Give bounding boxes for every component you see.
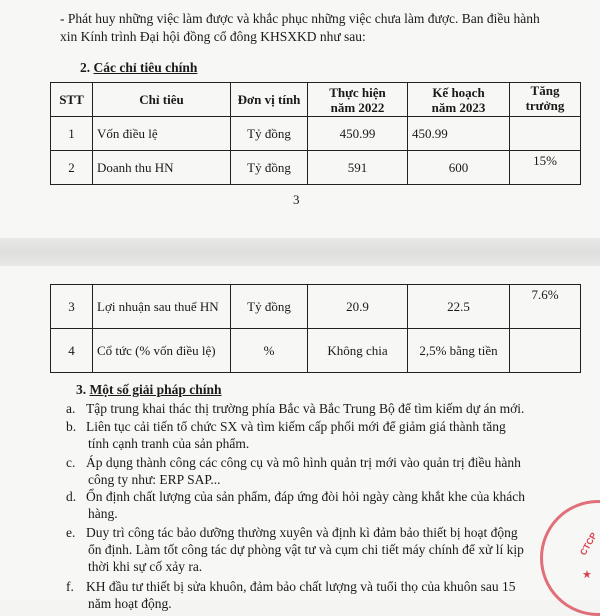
row-4-unit: %	[231, 329, 308, 373]
solution-e-line-2: ổn định. Làm tốt công tác dự phòng vật tư và cụm chi tiết máy chính để xử lí kịp	[88, 542, 524, 557]
solution-d	[66, 488, 558, 522]
section-3-title: Một số giải pháp chính	[89, 382, 222, 397]
solution-d-line-1: Ổn định chất lượng của sản phẩm, đáp ứng đòi hỏi ngày càng khắt khe của khách	[86, 489, 526, 504]
solution-f-line-2: năm hoạt động.	[88, 596, 172, 611]
section-2-heading	[80, 60, 197, 76]
row-1-stt: 1	[51, 117, 93, 151]
solution-c	[66, 454, 558, 488]
header-actual-line-1: Thực hiện	[329, 84, 386, 100]
row-4-stt: 4	[51, 329, 93, 373]
row-1-indicator: Vốn điều lệ	[93, 117, 231, 151]
header-growth	[510, 83, 581, 117]
section-2-title: Các chỉ tiêu chính	[93, 60, 198, 75]
solution-b-line-1: Liên tục cải tiến tổ chức SX và tìm kiếm cấp phối mới để giảm giá thành tăng	[86, 419, 506, 434]
solution-f-label: f.	[66, 579, 74, 594]
page-number: 3	[293, 192, 300, 207]
solution-e-label: e.	[66, 525, 76, 540]
solution-b-label: b.	[66, 419, 77, 434]
row-4-actual: Không chia	[308, 329, 408, 373]
table-row	[51, 117, 581, 151]
solution-b-line-2: tính cạnh tranh của sản phẩm.	[88, 436, 250, 451]
intro-line-2: xin Kính trình Đại hội đồng cổ đông KHSXKD như sau:	[60, 29, 366, 44]
document-page-1	[0, 0, 600, 238]
solution-e-line-3: thời khi sự cố xảy ra.	[88, 559, 203, 574]
header-unit: Đơn vị tính	[231, 83, 308, 117]
row-2-actual: 591	[308, 151, 408, 185]
row-4-plan: 2,5% bằng tiền	[408, 329, 510, 373]
solution-c-line-2: công ty như: ERP SAP...	[88, 472, 221, 487]
row-1-unit: Tỷ đồng	[231, 117, 308, 151]
row-3-plan: 22.5	[408, 285, 510, 329]
table-row	[51, 285, 581, 329]
header-growth-line-1: Tăng	[530, 83, 560, 98]
solution-c-line-1: Áp dụng thành công các công cụ và mô hình quản trị mới vào quản trị điều hành	[86, 455, 521, 470]
row-2-plan: 600	[408, 151, 510, 185]
table-row	[51, 151, 581, 185]
table-row	[51, 329, 581, 373]
solution-e-line-1: Duy trì công tác bảo dưỡng thường xuyên và định kì đảm bảo thiết bị hoạt động	[86, 525, 518, 540]
table-header-row	[51, 83, 581, 117]
stamp-star-icon: ★	[582, 569, 592, 581]
solution-a-label: a.	[66, 401, 76, 416]
stamp-text: CTCP	[578, 530, 599, 557]
header-actual	[308, 83, 408, 117]
solution-f	[66, 578, 558, 612]
solution-e	[66, 524, 558, 575]
row-3-unit: Tỷ đồng	[231, 285, 308, 329]
page-break	[0, 238, 600, 266]
solution-f-line-1: KH đầu tư thiết bị sửa khuôn, đảm bảo chất lượng và tuổi thọ của khuôn sau 15	[86, 579, 516, 594]
row-2-stt: 2	[51, 151, 93, 185]
row-1-actual: 450.99	[308, 117, 408, 151]
section-2-number: 2.	[80, 60, 91, 75]
row-3-actual: 20.9	[308, 285, 408, 329]
row-3-indicator: Lợi nhuận sau thuế HN	[93, 285, 231, 329]
solution-d-line-2: hàng.	[88, 506, 118, 521]
row-1-growth	[510, 117, 581, 151]
row-2-growth: 15%	[510, 151, 581, 185]
kpi-table-part-2	[50, 284, 581, 373]
header-plan	[408, 83, 510, 117]
row-3-stt: 3	[51, 285, 93, 329]
header-stt: STT	[51, 83, 93, 117]
header-indicator: Chỉ tiêu	[93, 83, 231, 117]
solution-b	[66, 418, 558, 452]
solution-a-line-1: Tập trung khai thác thị trường phía Bắc và Bắc Trung Bộ để tìm kiếm dự án mới.	[86, 401, 525, 416]
document-page-2	[0, 266, 600, 611]
kpi-table-part-1	[50, 82, 581, 185]
solution-c-label: c.	[66, 455, 76, 470]
row-2-unit: Tỷ đồng	[231, 151, 308, 185]
row-4-indicator: Cổ tức (% vốn điều lệ)	[93, 329, 231, 373]
header-plan-line-1: Kế hoạch	[432, 84, 485, 100]
row-4-growth	[510, 329, 581, 373]
intro-line-1: - Phát huy những việc làm được và khắc phục những việc chưa làm được. Ban điều hành	[60, 11, 540, 26]
solution-d-label: d.	[66, 489, 77, 504]
header-actual-line-2: năm 2022	[330, 99, 385, 115]
row-2-indicator: Doanh thu HN	[93, 151, 231, 185]
section-3-number: 3.	[76, 382, 87, 397]
header-plan-line-2: năm 2023	[431, 99, 486, 115]
section-3-heading	[76, 382, 222, 398]
solution-a	[66, 400, 558, 417]
header-growth-line-2: trưởng	[525, 98, 565, 113]
row-1-plan: 450.99	[408, 117, 510, 151]
row-3-growth: 7.6%	[510, 285, 581, 329]
